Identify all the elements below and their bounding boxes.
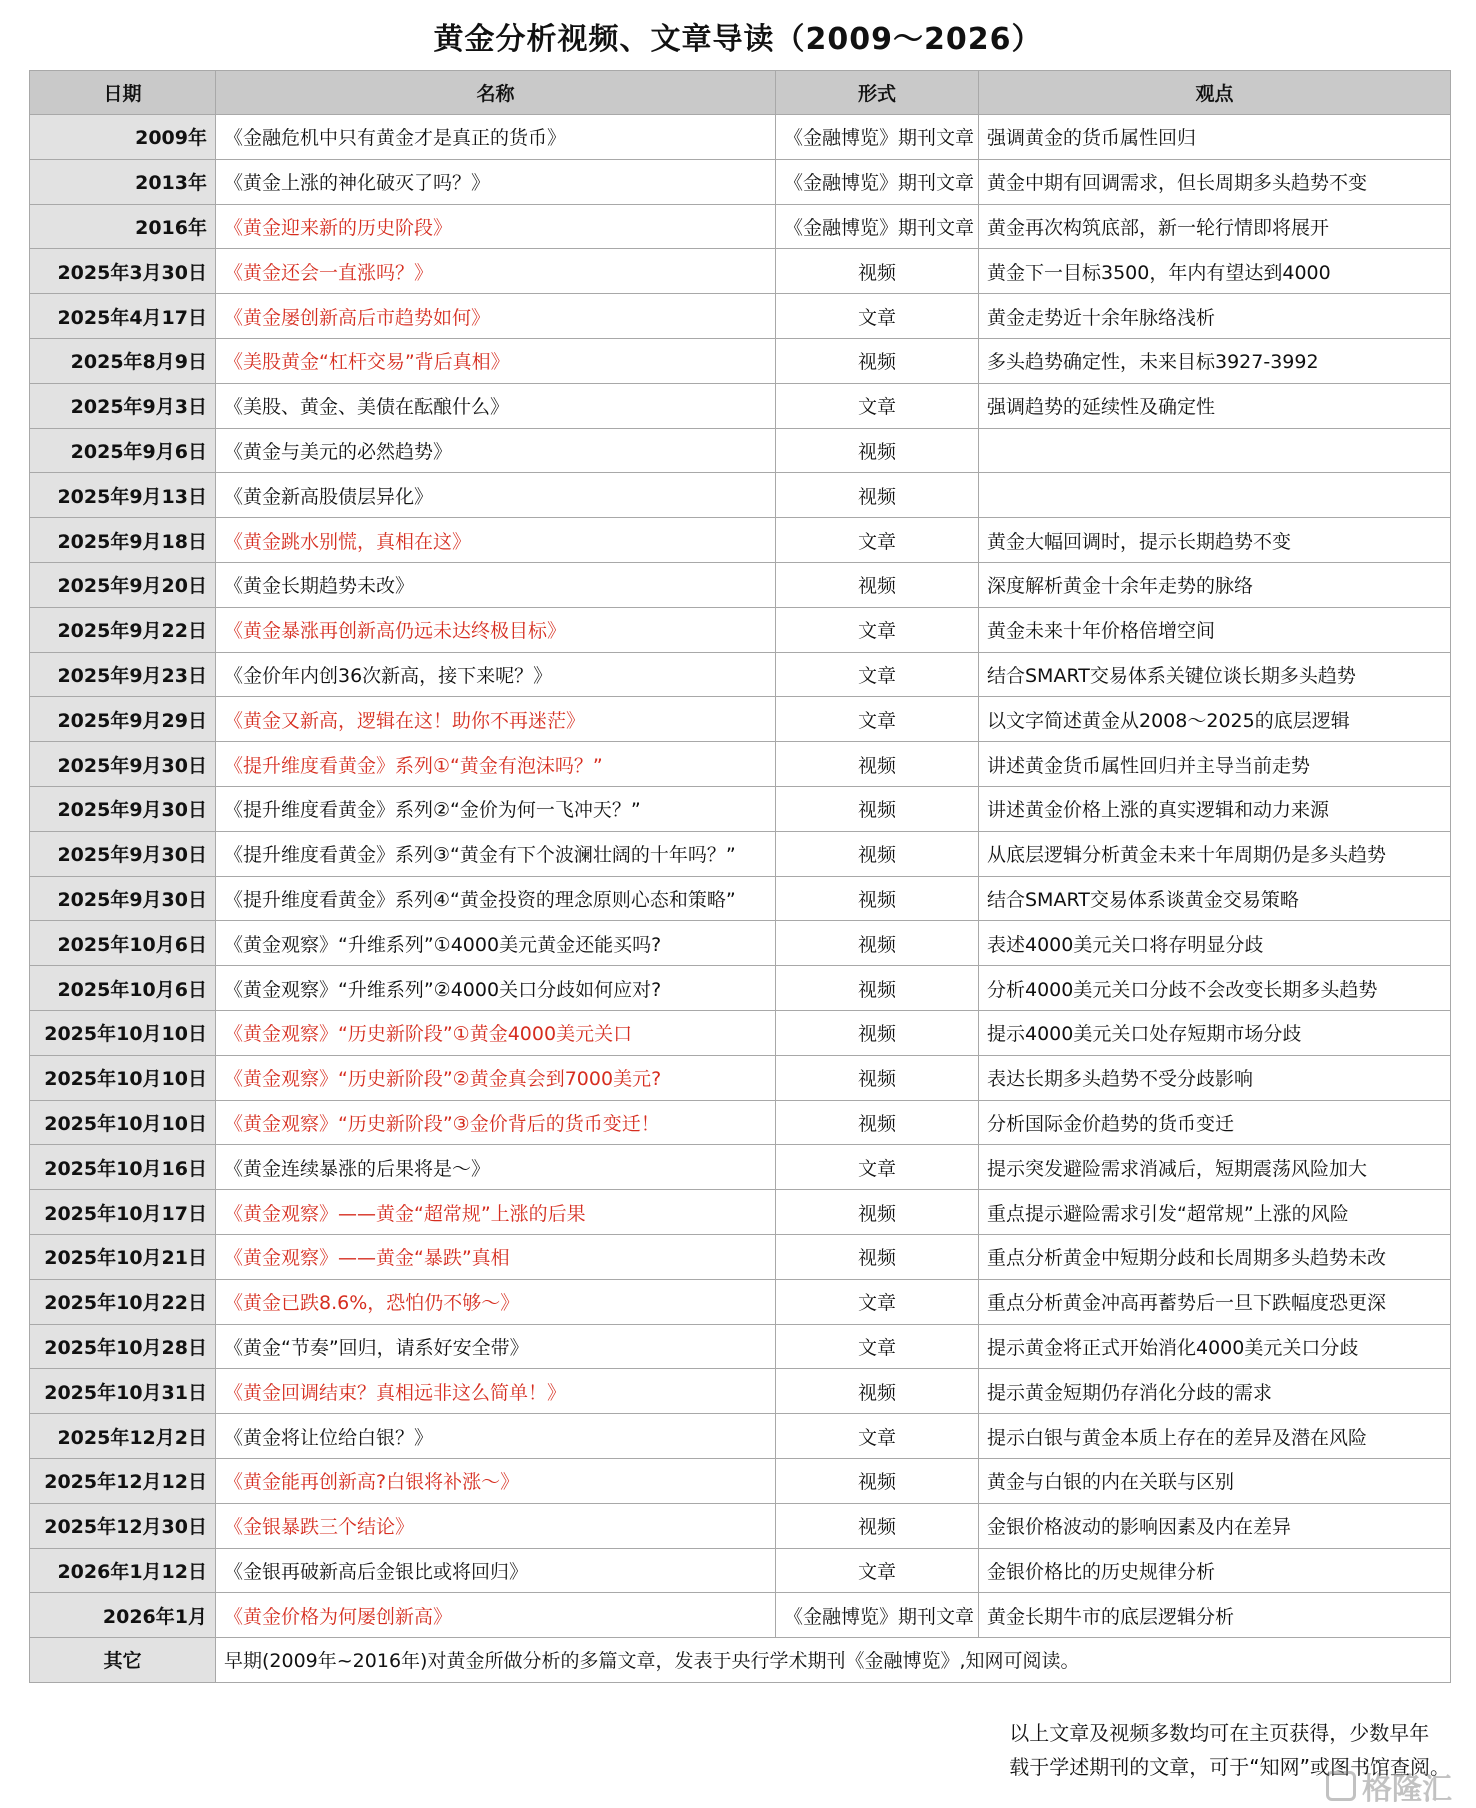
table-row [30, 562, 1451, 607]
cell-date: 2025年9月3日 [30, 383, 216, 428]
cell-form: 《金融博览》期刊文章 [776, 204, 979, 249]
cell-form: 文章 [776, 1279, 979, 1324]
cell-name: 《提升维度看黄金》系列④“黄金投资的理念原则心态和策略” [216, 876, 776, 921]
cell-form: 视频 [776, 1055, 979, 1100]
cell-view: 提示4000美元关口处存短期市场分歧 [979, 1010, 1451, 1055]
cell-name: 《黄金观察》“历史新阶段”③金价背后的货币变迁！ [216, 1100, 776, 1145]
table-row [30, 921, 1451, 966]
table-row [30, 786, 1451, 831]
table-row [30, 115, 1451, 160]
table-row [30, 966, 1451, 1011]
cell-view [979, 428, 1451, 473]
cell-date: 2025年4月17日 [30, 294, 216, 339]
table-row [30, 607, 1451, 652]
cell-name: 《金融危机中只有黄金才是真正的货币》 [216, 115, 776, 160]
table-row [30, 1369, 1451, 1414]
cell-date: 2025年9月23日 [30, 652, 216, 697]
cell-form: 视频 [776, 562, 979, 607]
cell-view: 深度解析黄金十余年走势的脉络 [979, 562, 1451, 607]
cell-form: 文章 [776, 1414, 979, 1459]
table-row-other [30, 1638, 1451, 1683]
table-row [30, 1593, 1451, 1638]
cell-view: 黄金大幅回调时，提示长期趋势不变 [979, 518, 1451, 563]
cell-name: 《黄金价格为何屡创新高》 [216, 1593, 776, 1638]
cell-date: 2025年10月10日 [30, 1100, 216, 1145]
cell-name: 《黄金暴涨再创新高仍远未达终极目标》 [216, 607, 776, 652]
cell-date: 2025年9月20日 [30, 562, 216, 607]
cell-name: 《提升维度看黄金》系列①“黄金有泡沫吗？” [216, 742, 776, 787]
cell-date: 2025年9月30日 [30, 831, 216, 876]
table-row [30, 204, 1451, 249]
cell-name: 《黄金已跌8.6%，恐怕仍不够～》 [216, 1279, 776, 1324]
cell-name: 《黄金又新高，逻辑在这！助你不再迷茫》 [216, 697, 776, 742]
cell-date: 2025年10月6日 [30, 921, 216, 966]
cell-form: 文章 [776, 383, 979, 428]
table-row [30, 831, 1451, 876]
cell-name: 《黄金长期趋势未改》 [216, 562, 776, 607]
cell-form: 文章 [776, 1145, 979, 1190]
watermark [1326, 1764, 1452, 1808]
cell-date: 2025年12月2日 [30, 1414, 216, 1459]
cell-name: 《黄金能再创新高?白银将补涨～》 [216, 1458, 776, 1503]
table-header-row [30, 71, 1451, 115]
cell-date: 2025年10月17日 [30, 1190, 216, 1235]
cell-view: 黄金与白银的内在关联与区别 [979, 1458, 1451, 1503]
cell-name: 《提升维度看黄金》系列②“金价为何一飞冲天？” [216, 786, 776, 831]
cell-view: 分析4000美元关口分歧不会改变长期多头趋势 [979, 966, 1451, 1011]
cell-form: 文章 [776, 1548, 979, 1593]
cell-date: 2013年 [30, 159, 216, 204]
cell-name: 《黄金新高股债层异化》 [216, 473, 776, 518]
table-row [30, 1458, 1451, 1503]
watermark-text: 格隆汇 [1362, 1772, 1452, 1807]
table-row [30, 1324, 1451, 1369]
cell-view: 重点提示避险需求引发“超常规”上涨的风险 [979, 1190, 1451, 1235]
cell-name: 《黄金屡创新高后市趋势如何》 [216, 294, 776, 339]
cell-form: 视频 [776, 831, 979, 876]
cell-name: 《黄金观察》——黄金“暴跌”真相 [216, 1234, 776, 1279]
cell-name: 《黄金连续暴涨的后果将是～》 [216, 1145, 776, 1190]
cell-name: 《黄金观察》“历史新阶段”②黄金真会到7000美元? [216, 1055, 776, 1100]
footer-line-1: 以上文章及视频多数均可在主页获得，少数早年 [1009, 1721, 1430, 1745]
table-row [30, 1548, 1451, 1593]
table-row [30, 876, 1451, 921]
cell-view: 分析国际金价趋势的货币变迁 [979, 1100, 1451, 1145]
cell-view: 黄金长期牛市的底层逻辑分析 [979, 1593, 1451, 1638]
cell-date: 2025年9月13日 [30, 473, 216, 518]
cell-name: 《金价年内创36次新高，接下来呢？》 [216, 652, 776, 697]
column-header-date: 日期 [30, 71, 216, 115]
cell-view: 金银价格波动的影响因素及内在差异 [979, 1503, 1451, 1548]
cell-view: 提示黄金将正式开始消化4000美元关口分歧 [979, 1324, 1451, 1369]
cell-form: 视频 [776, 921, 979, 966]
page-title: 黄金分析视频、文章导读（2009～2026） [433, 22, 1043, 57]
cell-form: 视频 [776, 1010, 979, 1055]
cell-name: 《金银暴跌三个结论》 [216, 1503, 776, 1548]
cell-view: 讲述黄金价格上涨的真实逻辑和动力来源 [979, 786, 1451, 831]
cell-date: 2009年 [30, 115, 216, 160]
table-row [30, 518, 1451, 563]
cell-view: 表述4000美元关口将存明显分歧 [979, 921, 1451, 966]
table-row [30, 1234, 1451, 1279]
cell-view: 重点分析黄金中短期分歧和长周期多头趋势未改 [979, 1234, 1451, 1279]
column-header-name: 名称 [216, 71, 776, 115]
table-row [30, 1100, 1451, 1145]
cell-date: 2025年12月12日 [30, 1458, 216, 1503]
cell-date: 2025年10月16日 [30, 1145, 216, 1190]
table-row [30, 652, 1451, 697]
cell-form: 文章 [776, 697, 979, 742]
cell-date: 2025年9月18日 [30, 518, 216, 563]
cell-form: 《金融博览》期刊文章 [776, 115, 979, 160]
table-row [30, 697, 1451, 742]
table-row [30, 1055, 1451, 1100]
cell-name: 《黄金与美元的必然趋势》 [216, 428, 776, 473]
cell-date: 2025年10月6日 [30, 966, 216, 1011]
cell-name: 《黄金还会一直涨吗？》 [216, 249, 776, 294]
table-body [30, 115, 1451, 1683]
table-row [30, 1279, 1451, 1324]
cell-date: 2025年9月30日 [30, 786, 216, 831]
cell-form: 《金融博览》期刊文章 [776, 1593, 979, 1638]
table-row [30, 338, 1451, 383]
cell-form: 文章 [776, 518, 979, 563]
cell-name: 《黄金观察》“升维系列”①4000美元黄金还能买吗? [216, 921, 776, 966]
cell-view: 提示白银与黄金本质上存在的差异及潜在风险 [979, 1414, 1451, 1459]
cell-date: 2025年9月29日 [30, 697, 216, 742]
cell-view: 表达长期多头趋势不受分歧影响 [979, 1055, 1451, 1100]
cell-date: 2025年10月10日 [30, 1010, 216, 1055]
table-row [30, 1414, 1451, 1459]
cell-view: 提示黄金短期仍存消化分歧的需求 [979, 1369, 1451, 1414]
cell-view: 从底层逻辑分析黄金未来十年周期仍是多头趋势 [979, 831, 1451, 876]
cell-date: 2025年8月9日 [30, 338, 216, 383]
table-row [30, 1010, 1451, 1055]
cell-name: 《黄金跳水别慌，真相在这》 [216, 518, 776, 563]
table-row [30, 1503, 1451, 1548]
cell-view: 以文字简述黄金从2008～2025的底层逻辑 [979, 697, 1451, 742]
cell-date: 2025年10月21日 [30, 1234, 216, 1279]
cell-name: 《美股、黄金、美债在酝酿什么》 [216, 383, 776, 428]
table-row [30, 742, 1451, 787]
cell-form: 视频 [776, 1190, 979, 1235]
cell-name: 《黄金观察》——黄金“超常规”上涨的后果 [216, 1190, 776, 1235]
cell-form: 视频 [776, 966, 979, 1011]
cell-name: 《黄金上涨的神化破灭了吗？》 [216, 159, 776, 204]
cell-view: 黄金走势近十余年脉络浅析 [979, 294, 1451, 339]
cell-form: 视频 [776, 1100, 979, 1145]
table-row [30, 294, 1451, 339]
cell-date: 2026年1月 [30, 1593, 216, 1638]
cell-name: 《提升维度看黄金》系列③“黄金有下个波澜壮阔的十年吗？” [216, 831, 776, 876]
cell-form: 视频 [776, 1234, 979, 1279]
guide-table [29, 70, 1451, 1683]
table-row [30, 1145, 1451, 1190]
cell-date: 2016年 [30, 204, 216, 249]
cell-date: 2025年9月30日 [30, 742, 216, 787]
cell-view: 结合SMART交易体系谈黄金交易策略 [979, 876, 1451, 921]
column-header-view: 观点 [979, 71, 1451, 115]
cell-form: 视频 [776, 786, 979, 831]
cell-form: 视频 [776, 473, 979, 518]
cell-form: 视频 [776, 876, 979, 921]
cell-date: 2025年9月30日 [30, 876, 216, 921]
cell-date: 2025年10月28日 [30, 1324, 216, 1369]
cell-date: 2025年9月6日 [30, 428, 216, 473]
cell-date: 2025年10月10日 [30, 1055, 216, 1100]
cell-view [979, 473, 1451, 518]
cell-date: 2025年10月22日 [30, 1279, 216, 1324]
cell-name: 《黄金观察》“升维系列”②4000关口分歧如何应对? [216, 966, 776, 1011]
cell-form: 文章 [776, 294, 979, 339]
cell-name: 《黄金迎来新的历史阶段》 [216, 204, 776, 249]
cell-name: 《黄金将让位给白银？》 [216, 1414, 776, 1459]
table-row [30, 1190, 1451, 1235]
gelonghui-logo-icon [1326, 1771, 1356, 1801]
cell-form: 视频 [776, 1503, 979, 1548]
cell-date: 2025年3月30日 [30, 249, 216, 294]
cell-form: 文章 [776, 652, 979, 697]
cell-view: 强调黄金的货币属性回归 [979, 115, 1451, 160]
cell-view: 结合SMART交易体系关键位谈长期多头趋势 [979, 652, 1451, 697]
cell-form: 视频 [776, 1369, 979, 1414]
cell-form: 文章 [776, 607, 979, 652]
cell-date: 2025年12月30日 [30, 1503, 216, 1548]
cell-view: 多头趋势确定性，未来目标3927-3992 [979, 338, 1451, 383]
cell-form: 视频 [776, 1458, 979, 1503]
cell-view: 黄金未来十年价格倍增空间 [979, 607, 1451, 652]
cell-form: 文章 [776, 1324, 979, 1369]
cell-date: 2026年1月12日 [30, 1548, 216, 1593]
cell-view: 提示突发避险需求消减后，短期震荡风险加大 [979, 1145, 1451, 1190]
cell-date: 2025年10月31日 [30, 1369, 216, 1414]
cell-form: 视频 [776, 428, 979, 473]
cell-form: 视频 [776, 249, 979, 294]
table-row [30, 249, 1451, 294]
cell-other-label: 其它 [30, 1638, 216, 1683]
cell-name: 《黄金回调结束？真相远非这么简单！》 [216, 1369, 776, 1414]
cell-name: 《黄金“节奏”回归，请系好安全带》 [216, 1324, 776, 1369]
cell-view: 金银价格比的历史规律分析 [979, 1548, 1451, 1593]
table-row [30, 159, 1451, 204]
cell-other-text: 早期(2009年~2016年)对黄金所做分析的多篇文章，发表于央行学术期刊《金融博览》,知网可阅读。 [216, 1638, 1451, 1683]
cell-view: 黄金再次构筑底部，新一轮行情即将展开 [979, 204, 1451, 249]
cell-view: 黄金下一目标3500，年内有望达到4000 [979, 249, 1451, 294]
cell-date: 2025年9月22日 [30, 607, 216, 652]
cell-view: 黄金中期有回调需求，但长周期多头趋势不变 [979, 159, 1451, 204]
column-header-form: 形式 [776, 71, 979, 115]
cell-name: 《美股黄金“杠杆交易”背后真相》 [216, 338, 776, 383]
footer-line-2: 载于学述期刊的文章，可于“知网”或图书馆查阅。 [1009, 1755, 1450, 1779]
cell-view: 讲述黄金货币属性回归并主导当前走势 [979, 742, 1451, 787]
table-row [30, 383, 1451, 428]
cell-view: 强调趋势的延续性及确定性 [979, 383, 1451, 428]
cell-form: 视频 [776, 742, 979, 787]
cell-name: 《黄金观察》“历史新阶段”①黄金4000美元关口 [216, 1010, 776, 1055]
cell-form: 视频 [776, 338, 979, 383]
table-row [30, 473, 1451, 518]
cell-name: 《金银再破新高后金银比或将回归》 [216, 1548, 776, 1593]
cell-form: 《金融博览》期刊文章 [776, 159, 979, 204]
table-row [30, 428, 1451, 473]
cell-view: 重点分析黄金冲高再蓄势后一旦下跌幅度恐更深 [979, 1279, 1451, 1324]
